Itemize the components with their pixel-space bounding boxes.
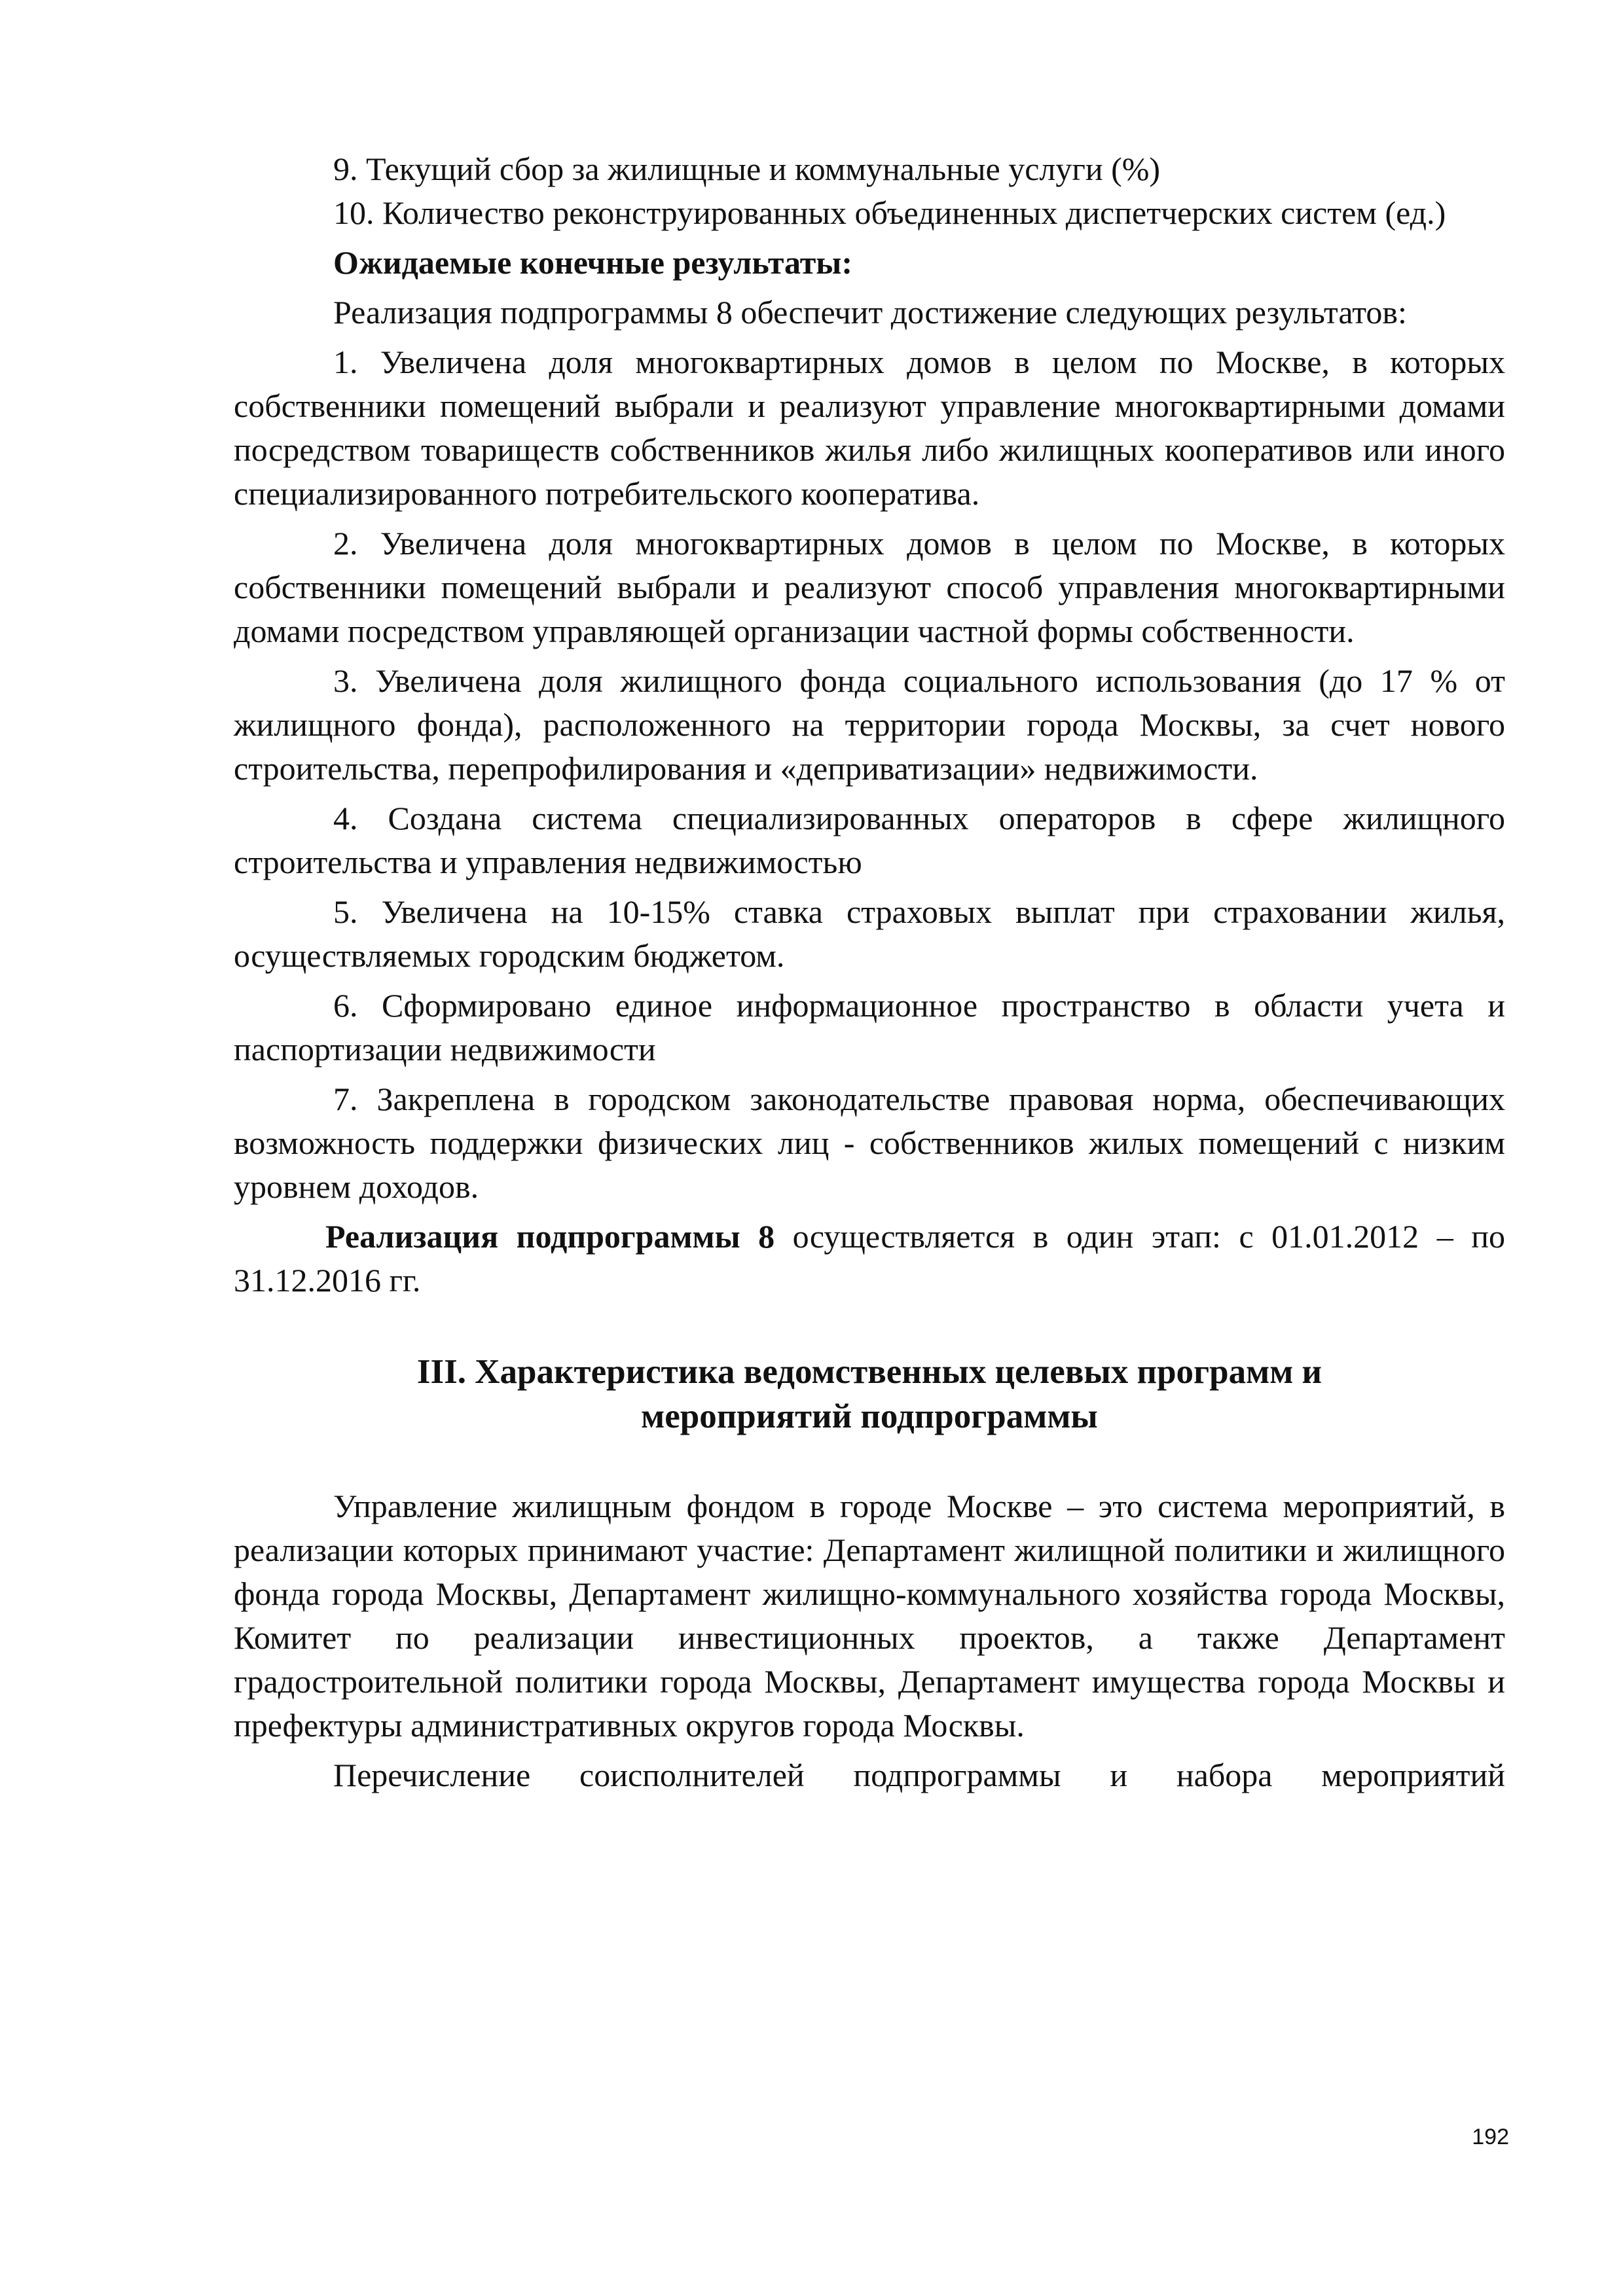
results-intro: Реализация подпрограммы 8 обеспечит достижение следующих результатов: xyxy=(333,294,1407,331)
page-number: 192 xyxy=(1472,2125,1509,2149)
implementation-paragraph xyxy=(234,1215,1505,1302)
section-paragraph: Управление жилищным фондом в городе Москве – это система мероприятий, в реализации которых принимают участие: Департамент жилищной политики и жилищного фонда города Москвы, Департамент жилищно-коммунального хозяйства города Москвы, Комитет по реализации инвестиционных проектов, а также Департамент градостроительной политики города Москвы, Департамент имущества города Москвы и префектуры административных округов города Москвы. xyxy=(234,1488,1505,1744)
result-item: 3. Увеличена доля жилищного фонда социального использования (до 17 % от жилищного фонда), расположенного на территории города Москвы, за счет нового строительства, перепрофилирования и «деприватизации» недвижимости. xyxy=(234,662,1505,787)
implementation-text: осуществляется в один этап: с 01.01.2012 – по 31.12.2016 гг. xyxy=(234,1218,1505,1299)
expected-results-heading: Ожидаемые конечные результаты: xyxy=(333,244,852,281)
section-heading xyxy=(234,1350,1505,1439)
section-heading-line: мероприятий подпрограммы xyxy=(641,1397,1098,1435)
section-heading-line: III. Характеристика ведомственных целевых программ и xyxy=(416,1353,1322,1391)
indicator-item: 10. Количество реконструированных объединенных диспетчерских систем (ед.) xyxy=(333,194,1446,231)
implementation-bold: Реализация подпрограммы 8 xyxy=(325,1218,775,1255)
result-item: 7. Закреплена в городском законодательстве правовая норма, обеспечивающих возможность поддержки физических лиц - собственников жилых помещений с низким уровнем доходов. xyxy=(234,1081,1505,1205)
result-item: 6. Сформировано единое информационное пространство в области учета и паспортизации недвижимости xyxy=(234,987,1505,1067)
result-item: 4. Создана система специализированных операторов в сфере жилищного строительства и управления недвижимостью xyxy=(234,800,1505,880)
indicator-item: 9. Текущий сбор за жилищные и коммунальные услуги (%) xyxy=(333,151,1161,187)
result-item: 5. Увеличена на 10-15% ставка страховых выплат при страховании жилья, осуществляемых городским бюджетом. xyxy=(234,893,1505,974)
document-body xyxy=(234,147,1505,1803)
result-item: 2. Увеличена доля многоквартирных домов в целом по Москве, в которых собственники помещений выбрали и реализуют способ управления многоквартирными домами посредством управляющей организации частной формы собственности. xyxy=(234,525,1505,649)
result-item: 1. Увеличена доля многоквартирных домов в целом по Москве, в которых собственники помещений выбрали и реализуют управление многоквартирными домами посредством товариществ собственников жилья либо жилищных кооперативов или иного специализированного потребительского кооператива. xyxy=(234,344,1505,512)
section-paragraph: Перечисление соисполнителей подпрограммы и набора мероприятий xyxy=(333,1757,1505,1793)
